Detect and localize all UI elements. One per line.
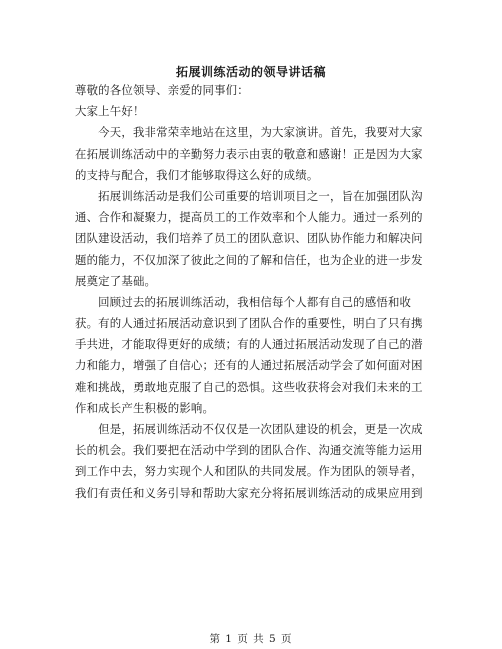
body-text-line: 团队建设活动，我们培养了员工的团队意识、团队协作能力和解决问 [75,231,423,246]
body-text-line: 的支持与配合，我们才能够取得这么好的成绩。 [75,167,319,182]
body-text-line: 大家上午好！ [75,104,145,119]
document-body [75,80,431,504]
body-text-line: 今天，我非常荣幸地站在这里，为大家演讲。首先，我要对大家 [75,125,423,140]
body-text-line: 拓展训练活动是我们公司重要的培训项目之一，旨在加强团队沟 [75,188,423,203]
page-number: 第 1 页 共 5 页 [209,633,293,645]
body-text-line: 到工作中去，努力实现个人和团队的共同发展。作为团队的领导者， [75,464,423,479]
body-text-line: 题的能力，不仅加深了彼此之间的了解和信任，也为企业的进一步发 [75,252,423,267]
body-text-line: 力和能力，增强了自信心；还有的人通过拓展活动学会了如何面对困 [75,358,423,373]
body-text-line: 通、合作和凝聚力，提高员工的工作效率和个人能力。通过一系列的 [75,210,423,225]
body-text-line: 长的机会。我们要把在活动中学到的团队合作、沟通交流等能力运用 [75,443,423,458]
document-title: 拓展训练活动的领导讲话稿 [175,65,326,79]
body-text-line: 作和成长产生积极的影响。 [75,400,215,415]
body-text-line: 展奠定了基础。 [75,273,157,288]
body-text-line: 回顾过去的拓展训练活动，我相信每个人都有自己的感悟和收 [75,294,412,309]
body-text-line: 我们有责任和义务引导和帮助大家充分将拓展训练活动的成果应用到 [75,485,423,500]
body-text-line: 尊敬的各位领导、亲爱的同事们： [75,83,249,97]
body-text-line: 但是，拓展训练活动不仅仅是一次团队建设的机会，更是一次成 [75,422,423,436]
body-text-line: 难和挑战，勇敢地克服了自己的恐惧。这些收获将会对我们未来的工 [75,379,423,394]
body-text-line: 获。有的人通过拓展活动意识到了团队合作的重要性，明白了只有携 [75,316,423,331]
body-text-line: 在拓展训练活动中的辛勤努力表示由衷的敬意和感谢！正是因为大家 [75,146,423,161]
body-text-line: 手共进，才能取得更好的成绩；有的人通过拓展活动发现了自己的潜 [75,337,423,352]
